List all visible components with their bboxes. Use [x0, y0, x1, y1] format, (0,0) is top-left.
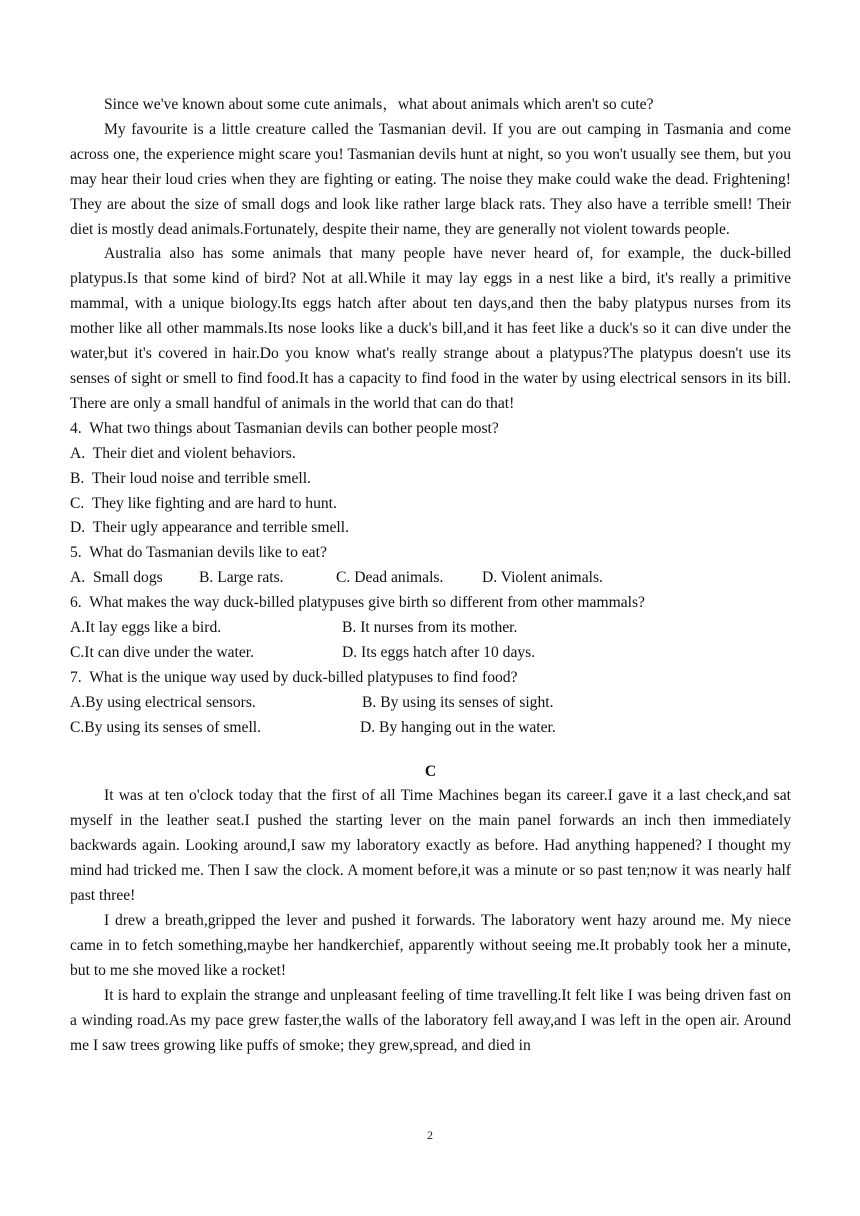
paragraph-platypus: Australia also has some animals that many people have never heard of, for example, the duck-billed platypus.Is that some kind of bird? Not at all.While it may lay eggs in a nest like a bird, it's really a primitive mammal, with a unique biology.Its eggs hatch after about ten days,and then the baby platypus nurses from its mother like all other mammals.Its nose looks like a duck's bill,and it has feet like a duck's so it can dive under the water,but it's covered in hair.Do you know what's really strange about a platypus?The platypus doesn't use its senses of sight or smell to find food.It has a capacity to find food in the water by using electrical sensors in its bill. There are only a small handful of animals in the world that can do that!	[70, 245, 791, 412]
paragraph-time-machine-1: It was at ten o'clock today that the first of all Time Machines began its career.I gave it a last check,and sat myself in the leather seat.I pushed the starting lever on the main panel forwards an inch then immediately backwards again. Looking around,I saw my laboratory exactly as before. Had anything happened? I thought my mind had tricked me. Then I saw the clock. A moment before,it was a minute or so past ten;now it was nearly half past three!	[70, 787, 791, 905]
section-c-title: C	[424, 762, 437, 780]
option-a: A. Small dogs	[70, 569, 163, 587]
options-row	[70, 566, 791, 591]
option-c: C. Dead animals.	[336, 569, 444, 587]
option-d: D. Their ugly appearance and terrible smell.	[70, 519, 349, 537]
options-row	[70, 691, 791, 716]
paragraph-time-machine-3: It is hard to explain the strange and unpleasant feeling of time travelling.It felt like I was being driven fast on a winding road.As my pace grew faster,the walls of the laboratory fell away,and I was left in the open air. Around me I saw trees growing like puffs of smoke; they grew,spread, and died in	[70, 986, 791, 1054]
options-row	[70, 616, 791, 641]
option-b: B. It nurses from its mother.	[342, 619, 518, 637]
question-stem: 5. What do Tasmanian devils like to eat?	[70, 544, 327, 562]
options-row	[70, 641, 791, 666]
question-6	[70, 591, 791, 666]
question-5	[70, 541, 791, 591]
question-stem: 7. What is the unique way used by duck-billed platypuses to find food?	[70, 668, 518, 686]
option-d: D. Its eggs hatch after 10 days.	[342, 643, 536, 661]
option-c: C. They like fighting and are hard to hunt.	[70, 494, 337, 512]
paragraph-time-machine-2: I drew a breath,gripped the lever and pushed it forwards. The laboratory went hazy around me. My niece came in to fetch something,maybe her handkerchief, apparently without seeing me.It probably took her a minute, but to me she moved like a rocket!	[70, 912, 791, 979]
options-row	[70, 716, 791, 741]
option-c: C.By using its senses of smell.	[70, 718, 262, 736]
option-b: B. By using its senses of sight.	[362, 693, 554, 711]
question-stem: 4. What two things about Tasmanian devils can bother people most?	[70, 419, 499, 437]
paragraph-intro: Since we've known about some cute animals，what about animals which aren't so cute?	[104, 96, 654, 113]
option-c: C.It can dive under the water.	[70, 643, 255, 661]
document-page	[70, 93, 791, 1058]
question-7	[70, 666, 791, 741]
page-number: 2	[427, 1128, 433, 1142]
option-b: B. Large rats.	[199, 569, 284, 587]
option-a: A.It lay eggs like a bird.	[70, 619, 222, 637]
paragraph-tasmanian-devil: My favourite is a little creature called the Tasmanian devil. If you are out camping in Tasmania and come across one, the experience might scare you! Tasmanian devils hunt at night, so you won't usually see them, but you may hear their loud cries when they are fighting or eating. The noise they make could wake the dead. Frightening! They are about the size of small dogs and look like rather large black rats. They also have a terrible smell! Their diet is mostly dead animals.Fortunately, despite their name, they are generally not violent towards people.	[70, 120, 791, 238]
option-b: B. Their loud noise and terrible smell.	[70, 469, 311, 487]
option-a: A. Their diet and violent behaviors.	[70, 444, 296, 462]
option-d: D. By hanging out in the water.	[360, 718, 556, 736]
option-d: D. Violent animals.	[482, 569, 603, 587]
option-a: A.By using electrical sensors.	[70, 693, 256, 711]
section-gap	[70, 741, 791, 760]
question-4	[70, 417, 791, 542]
question-stem: 6. What makes the way duck-billed platypuses give birth so different from other mammals?	[70, 594, 645, 612]
